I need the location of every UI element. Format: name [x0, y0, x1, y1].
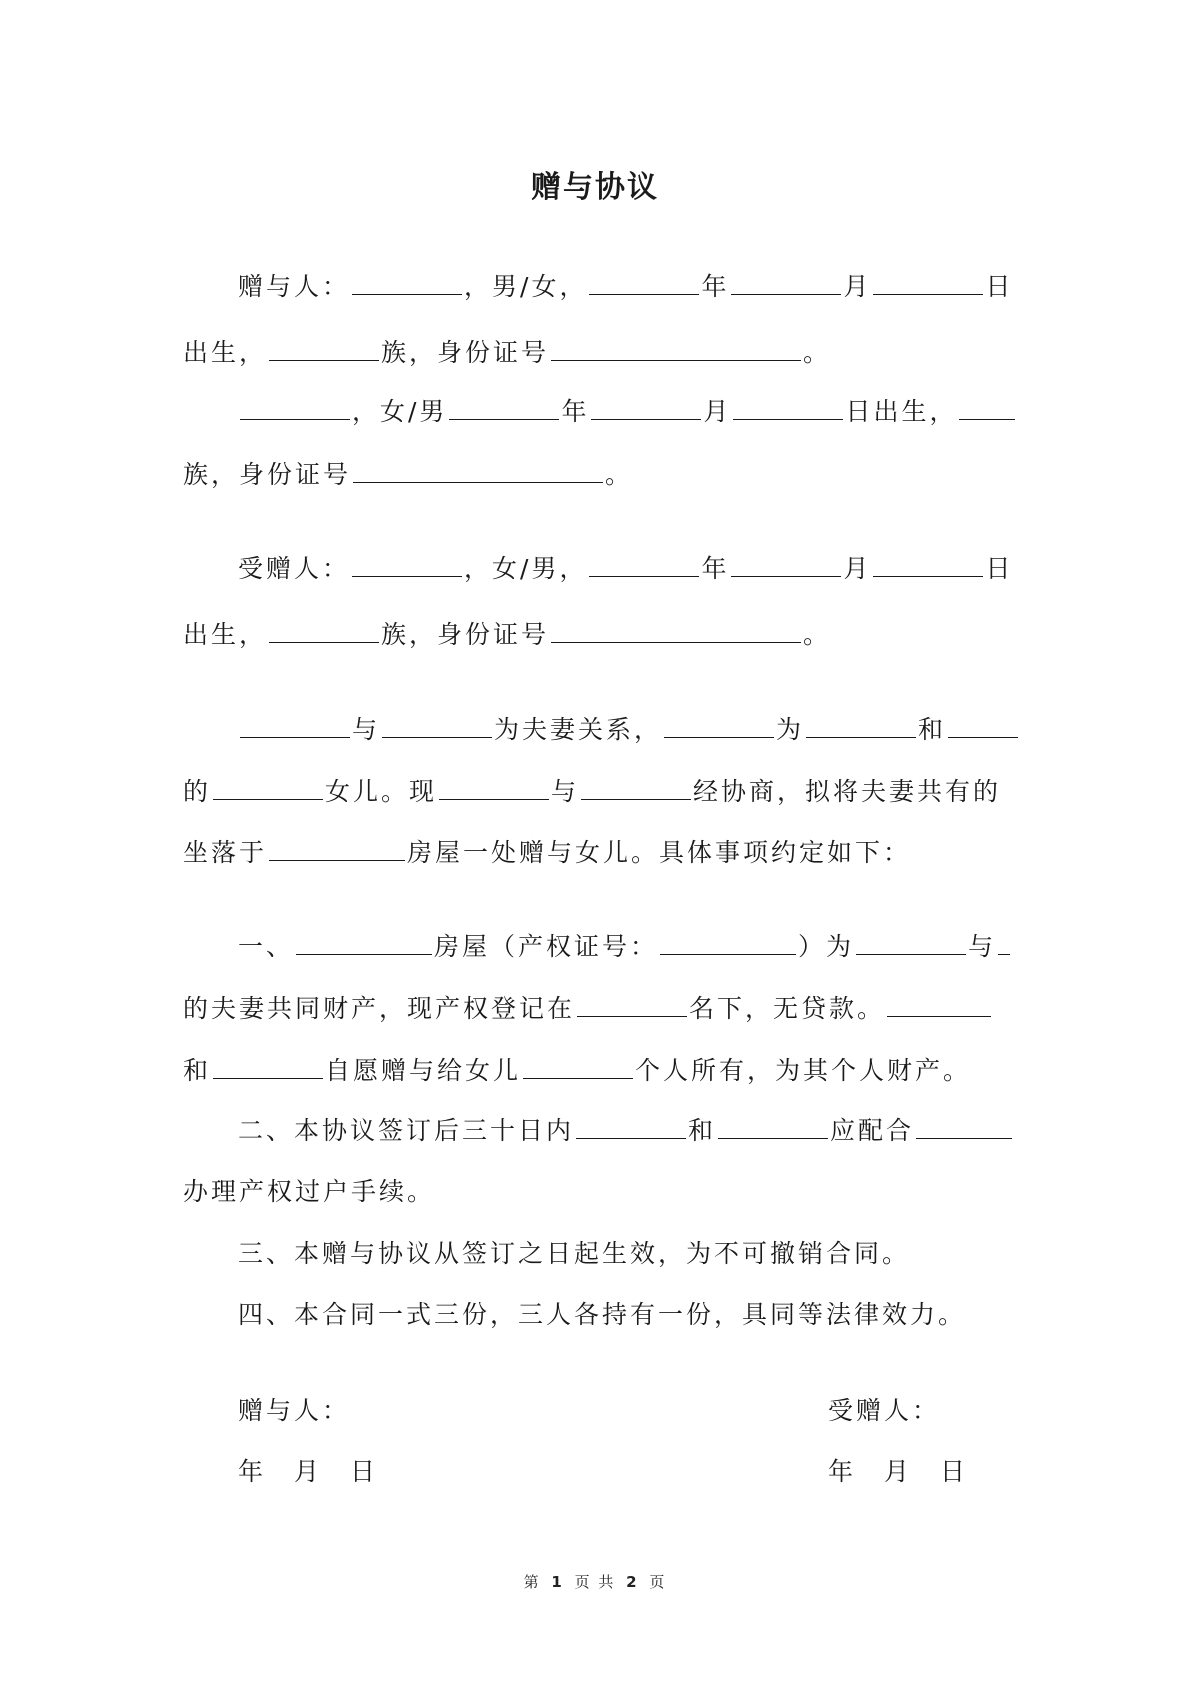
year-label: 年 — [828, 1457, 857, 1486]
name-blank — [856, 928, 966, 955]
current-page-number: 1 — [551, 1573, 564, 1591]
id-number-blank — [551, 616, 801, 643]
year-blank — [589, 268, 699, 295]
text: 。 — [605, 460, 634, 489]
donor-line-4 — [183, 456, 633, 493]
text: 与 — [551, 777, 580, 806]
name-blank — [916, 1112, 1012, 1139]
page-footer — [0, 1572, 1190, 1592]
text: 坐落于 — [183, 838, 268, 867]
name-blank — [806, 711, 916, 738]
clause-2-line-1 — [238, 1112, 1014, 1149]
name-blank — [576, 1112, 686, 1139]
year-blank — [589, 550, 699, 577]
text: 月 — [843, 554, 872, 583]
relation-line-3 — [183, 834, 911, 871]
text: 月 — [843, 272, 872, 301]
text: 为 — [776, 715, 805, 744]
day-blank — [733, 393, 843, 420]
ethnicity-blank — [269, 616, 379, 643]
text: 的夫妻共同财产，现产权登记在 — [183, 994, 576, 1023]
text: ，男/女， — [464, 272, 588, 301]
relation-line-2 — [183, 773, 1001, 810]
day-blank — [873, 550, 983, 577]
text: 的 — [183, 777, 212, 806]
text: 和 — [918, 715, 947, 744]
address-blank — [269, 834, 405, 861]
text: 赠与人： — [238, 272, 351, 301]
clause-1-line-1 — [238, 928, 1012, 965]
text: 。 — [803, 620, 832, 649]
text: 房屋（产权证号： — [434, 932, 659, 961]
text: ，女/男 — [352, 397, 448, 426]
donor-line-3 — [238, 393, 1017, 430]
text: 日 — [985, 272, 1014, 301]
text: 和 — [688, 1116, 717, 1145]
clause-1-line-3 — [183, 1052, 971, 1089]
text: 个人所有，为其个人财产。 — [635, 1056, 972, 1085]
page-title: 赠与协议 — [531, 170, 659, 205]
month-blank — [591, 393, 701, 420]
donor-signature-label: 赠与人： — [238, 1396, 351, 1425]
name-blank — [523, 1052, 633, 1079]
month-blank — [731, 268, 841, 295]
text: 族，身份证号 — [183, 460, 352, 489]
text: 出生， — [183, 338, 268, 367]
month-label: 月 — [294, 1457, 323, 1486]
text: 房屋一处赠与女儿。具体事项约定如下： — [407, 838, 912, 867]
text: 日 — [985, 554, 1014, 583]
text: 族，身份证号 — [381, 620, 550, 649]
text: 出生， — [183, 620, 268, 649]
text: 为夫妻关系， — [494, 715, 663, 744]
text: ，女/男， — [464, 554, 588, 583]
footer-mid: 页 共 — [574, 1573, 616, 1591]
name-blank — [240, 393, 350, 420]
total-pages-number: 2 — [626, 1573, 639, 1591]
text: 与 — [352, 715, 381, 744]
text: 经协商，拟将夫妻共有的 — [693, 777, 1002, 806]
text: 与 — [968, 932, 997, 961]
text: 年 — [701, 272, 730, 301]
relation-line-1 — [238, 711, 1020, 748]
text: 年 — [701, 554, 730, 583]
id-number-blank — [551, 334, 801, 361]
text: 年 — [561, 397, 590, 426]
name-blank — [948, 711, 1018, 738]
name-blank — [439, 773, 549, 800]
text: 自愿赠与给女儿 — [325, 1056, 522, 1085]
text: 名下，无贷款。 — [689, 994, 886, 1023]
text: 族，身份证号 — [381, 338, 550, 367]
day-blank — [873, 268, 983, 295]
name-blank — [240, 711, 350, 738]
ethnicity-blank — [269, 334, 379, 361]
text: 一、 — [238, 932, 295, 961]
donor-signature-date — [238, 1454, 406, 1490]
recipient-line-2 — [183, 616, 831, 653]
name-blank — [352, 268, 462, 295]
recipient-signature-label: 受赠人： — [828, 1396, 941, 1425]
name-blank — [581, 773, 691, 800]
name-blank — [887, 990, 991, 1017]
name-blank — [664, 711, 774, 738]
recipient-signature-date — [828, 1454, 996, 1490]
name-blank — [382, 711, 492, 738]
certificate-number-blank — [660, 928, 796, 955]
text: 和 — [183, 1056, 212, 1085]
clause-2-line-2: 办理产权过户手续。 — [183, 1177, 436, 1206]
name-blank — [577, 990, 687, 1017]
day-label: 日 — [940, 1457, 969, 1486]
text: 日出生， — [845, 397, 958, 426]
text: ）为 — [798, 932, 855, 961]
clause-3: 三、本赠与协议从签订之日起生效，为不可撤销合同。 — [238, 1239, 911, 1268]
text: 月 — [703, 397, 732, 426]
address-blank — [296, 928, 432, 955]
name-blank — [718, 1112, 828, 1139]
name-blank — [213, 1052, 323, 1079]
id-number-blank — [353, 456, 603, 483]
year-label: 年 — [238, 1457, 267, 1486]
text: 女儿。现 — [325, 777, 438, 806]
text: 应配合 — [830, 1116, 915, 1145]
year-blank — [449, 393, 559, 420]
ethnicity-blank — [959, 393, 1015, 420]
recipient-line-1 — [238, 550, 1014, 587]
month-blank — [731, 550, 841, 577]
day-label: 日 — [350, 1457, 379, 1486]
footer-prefix: 第 — [523, 1573, 541, 1591]
text: 。 — [803, 338, 832, 367]
text: 二、本协议签订后三十日内 — [238, 1116, 575, 1145]
name-blank — [352, 550, 462, 577]
donor-line-1 — [238, 268, 1014, 305]
donor-line-2 — [183, 334, 831, 371]
clause-4: 四、本合同一式三份，三人各持有一份，具同等法律效力。 — [238, 1300, 967, 1329]
text: 受赠人： — [238, 554, 351, 583]
month-label: 月 — [884, 1457, 913, 1486]
footer-suffix: 页 — [649, 1573, 667, 1591]
name-blank — [998, 928, 1010, 955]
clause-1-line-2 — [183, 990, 993, 1027]
name-blank — [213, 773, 323, 800]
